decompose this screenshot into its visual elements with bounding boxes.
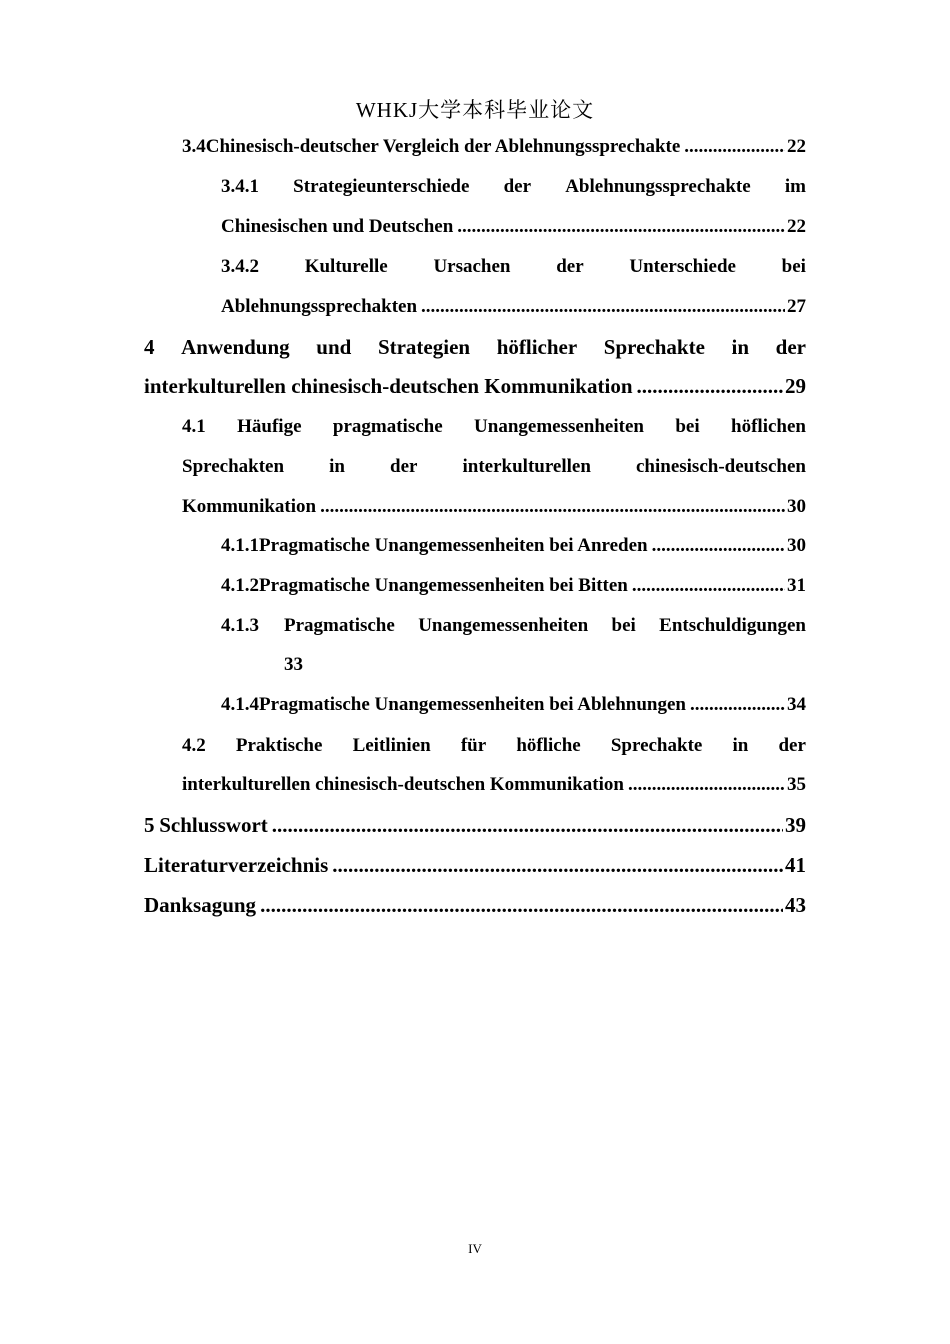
toc-entry-word: interkulturellen xyxy=(462,456,591,477)
toc-entry-word: bei xyxy=(675,416,700,437)
toc-leader-dots xyxy=(260,893,783,918)
toc-leader-dots xyxy=(457,216,785,238)
toc-entry-word: Sprechakten xyxy=(182,456,285,477)
toc-leader-dots xyxy=(332,853,783,878)
toc-entry-word: Anwendung xyxy=(181,335,290,359)
toc-entry-3-4-2-cont[interactable] xyxy=(221,296,806,318)
toc-entry-title: Pragmatische Unangemessenheiten bei Anreden xyxy=(259,535,648,556)
toc-entry-title: Pragmatische Unangemessenheiten bei Ablehnungen xyxy=(259,694,686,715)
toc-entry-number: 4.1.1 xyxy=(221,535,259,556)
toc-entry-number: 4 xyxy=(144,335,155,359)
toc-entry-3-4[interactable] xyxy=(182,136,806,158)
toc-entry-4-1-cont2[interactable] xyxy=(182,496,806,518)
toc-page-number: 41 xyxy=(785,853,806,877)
toc-entry-title: Schlusswort xyxy=(159,813,268,837)
toc-entry-word: der xyxy=(778,735,806,756)
toc-page-number: 22 xyxy=(787,216,806,237)
toc-entry-title: Ablehnungssprechakten xyxy=(221,296,418,317)
toc-entry-danksagung[interactable] xyxy=(144,893,806,918)
toc-page-number: 43 xyxy=(785,893,806,917)
toc-entry-4-1-cont[interactable] xyxy=(182,456,806,478)
toc-entry-number: 4.2 xyxy=(182,735,206,756)
toc-entry-word: Unangemessenheiten xyxy=(474,416,644,437)
toc-entry-word: Leitlinien xyxy=(352,735,431,756)
toc-entry-word: Sprechakte xyxy=(603,335,705,359)
toc-page-number: 29 xyxy=(785,374,806,398)
toc-entry-literaturverzeichnis[interactable] xyxy=(144,853,806,878)
toc-entry-word: in xyxy=(731,335,750,359)
toc-entry-4-1-4[interactable] xyxy=(221,694,806,716)
toc-entry-number: 4.1 xyxy=(182,416,206,437)
toc-entry-title: Literaturverzeichnis xyxy=(144,853,329,877)
page-number-footer: IV xyxy=(468,1241,482,1256)
toc-entry-title: Chinesisch-deutscher Vergleich der Ablehnungssprechakte xyxy=(205,136,681,157)
toc-entry-word: chinesisch-deutschen xyxy=(635,456,806,477)
toc-entry-number: 5 xyxy=(144,813,155,837)
toc-entry-4-2-cont[interactable] xyxy=(182,774,806,796)
toc-entry-word: Unterschiede xyxy=(629,256,736,277)
toc-entry-title: Kommunikation xyxy=(182,496,317,517)
toc-entry-word: Pragmatische xyxy=(284,615,395,636)
toc-entry-word: der xyxy=(775,335,806,359)
toc-entry-4-1[interactable] xyxy=(182,416,806,438)
toc-entry-word: bei xyxy=(781,256,806,277)
toc-entry-word: Praktische xyxy=(235,735,323,756)
toc-page-number: 31 xyxy=(787,575,806,596)
toc-entry-number: 4.1.3 xyxy=(221,615,259,636)
toc-entry-title: Danksagung xyxy=(144,893,257,917)
toc-entry-word: Kulturelle xyxy=(304,256,388,277)
toc-entry-4-1-3[interactable] xyxy=(221,615,806,637)
toc-leader-dots xyxy=(272,813,783,838)
toc-entry-word: für xyxy=(460,735,487,756)
toc-entry-title: Chinesischen und Deutschen xyxy=(221,216,454,237)
toc-entry-word: Sprechakte xyxy=(610,735,703,756)
toc-entry-word: pragmatische xyxy=(332,416,443,437)
toc-entry-word: in xyxy=(732,735,749,756)
toc-entry-word: in xyxy=(329,456,345,477)
toc-entry-word: Strategien xyxy=(377,335,471,359)
toc-leader-dots xyxy=(684,136,785,158)
toc-entry-title: interkulturellen chinesisch-deutschen Kommunikation xyxy=(182,774,624,795)
toc-entry-title: Pragmatische Unangemessenheiten bei Bitten xyxy=(259,575,628,596)
toc-entry-word: Unangemessenheiten xyxy=(418,615,589,636)
toc-leader-dots xyxy=(421,296,785,318)
toc-entry-word: der xyxy=(390,456,418,477)
toc-entry-4-cont[interactable] xyxy=(144,374,806,399)
toc-entry-word: Strategieunterschiede xyxy=(293,176,470,197)
toc-page-number: 34 xyxy=(787,694,806,715)
toc-page-number: 30 xyxy=(787,535,806,556)
toc-page-number: 33 xyxy=(284,654,303,675)
toc-entry-4-2[interactable] xyxy=(182,735,806,757)
toc-entry-word: der xyxy=(503,176,532,197)
toc-entry-number: 4.1.2 xyxy=(221,575,259,596)
toc-leader-dots xyxy=(320,496,785,518)
toc-entry-number: 4.1.4 xyxy=(221,694,259,715)
toc-leader-dots xyxy=(652,535,785,557)
toc-entry-word: Ursachen xyxy=(433,256,511,277)
toc-entry-3-4-1[interactable] xyxy=(221,176,806,198)
toc-entry-word: höflicher xyxy=(496,335,578,359)
toc-page-number: 30 xyxy=(787,496,806,517)
toc-leader-dots xyxy=(690,694,785,716)
toc-leader-dots xyxy=(628,774,785,796)
toc-page-number: 27 xyxy=(787,296,806,317)
toc-entry-4-1-1[interactable] xyxy=(221,535,806,557)
toc-page-number: 39 xyxy=(785,813,806,837)
toc-entry-4-1-2[interactable] xyxy=(221,575,806,597)
toc-page-number: 22 xyxy=(787,136,806,157)
toc-entry-4[interactable] xyxy=(144,335,806,360)
toc-entry-word: höflichen xyxy=(731,416,806,437)
toc-entry-4-1-3-cont[interactable] xyxy=(284,654,303,676)
toc-entry-5[interactable] xyxy=(144,813,806,838)
page-header: WHKJ大学本科毕业论文 xyxy=(355,98,595,122)
toc-entry-word: der xyxy=(556,256,584,277)
toc-entry-word: Ablehnungssprechakte xyxy=(565,176,751,197)
toc-entry-word: höfliche xyxy=(516,735,581,756)
toc-leader-dots xyxy=(637,374,784,399)
toc-entry-word: Häufige xyxy=(237,416,302,437)
toc-entry-3-4-1-cont[interactable] xyxy=(221,216,806,238)
toc-entry-number: 3.4 xyxy=(182,136,206,157)
toc-entry-word: im xyxy=(784,176,806,197)
toc-entry-word: Entschuldigungen xyxy=(659,615,806,636)
toc-entry-title xyxy=(284,615,806,637)
toc-entry-number: 3.4.2 xyxy=(221,256,259,277)
toc-entry-word: bei xyxy=(611,615,636,636)
toc-entry-title: interkulturellen chinesisch-deutschen Kommunikation xyxy=(144,374,633,398)
toc-page-number: 35 xyxy=(787,774,806,795)
toc-entry-number: 3.4.1 xyxy=(221,176,259,197)
toc-leader-dots xyxy=(632,575,785,597)
toc-entry-word: und xyxy=(316,335,352,359)
toc-entry-3-4-2[interactable] xyxy=(221,256,806,278)
